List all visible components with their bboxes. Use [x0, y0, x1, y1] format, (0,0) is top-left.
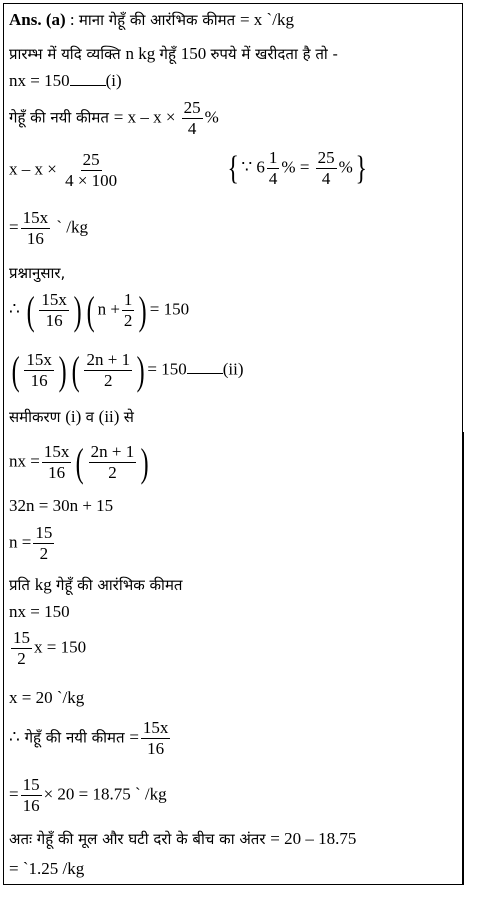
initial-price-heading: प्रति kg गेहूँ की आरंभिक कीमत	[9, 575, 183, 594]
x-value: x = 20 `/kg	[9, 688, 85, 707]
simplified-price: = $\frac{15x}{16}$ ` /kg	[9, 208, 88, 248]
new-price-expression: x – x × $\frac{25}{4 \times 100}$	[9, 150, 118, 190]
from-equations: समीकरण (i) व (ii) से	[9, 407, 134, 426]
according-to-question: प्रश्नानुसार,	[9, 264, 66, 282]
fraction: $\frac{25}{4 \times 100}$	[65, 150, 118, 190]
final-answer: = `1.25 /kg	[9, 859, 85, 878]
new-price-line: गेहूँ की नयी कीमत = x – x × $\frac{25}{4}$ %	[9, 98, 219, 138]
equation-repeat: nx = 150	[9, 602, 70, 621]
combined-equation: nx = $\frac{15x}{16}$ ( $\frac{2n + 1}{2}$ )	[9, 439, 149, 485]
equation-i: nx = 150 (i)	[9, 71, 122, 90]
answer-label: Ans. (a)	[9, 10, 66, 29]
percent-note: { ∵ 6 $\frac{1}{4}$ % = $\frac{25}{4}$ %}	[227, 148, 367, 188]
box-right-border-lower	[463, 432, 464, 885]
difference-statement: अतः गेहूँ की मूल और घटी दरो के बीच का अंतर = 20 – 18.75	[9, 829, 357, 848]
n-value: n = $\frac{15}{2}$	[9, 523, 53, 563]
equation-step: ∴ ( $\frac{15x}{16}$ ) ( n + $\frac{1}{2}$ ) = 150	[9, 287, 190, 333]
fraction: $\frac{25}{4}$	[183, 98, 201, 138]
linear-equation: 32n = 30n + 15	[9, 496, 114, 515]
purchase-statement: प्रारम्भ में यदि व्यक्ति n kg गेहूँ 150 रुपये में खरीदता है तो -	[9, 44, 338, 63]
answer-heading: Ans. (a) : माना गेहूँ की आरंभिक कीमत = x `/kg	[9, 10, 294, 29]
new-price-formula: ∴ गेहूँ की नयी कीमत = $\frac{15x}{16}$	[9, 718, 169, 758]
substitute-n: $\frac{15}{2}$ x = 150	[13, 628, 87, 668]
equation-ii: ( $\frac{15x}{16}$ ) ( $\frac{2n + 1}{2}$ ) = 150 (ii)	[11, 347, 244, 393]
new-price-value: = $\frac{15}{16}$ × 20 = 18.75 ` /kg	[9, 775, 167, 815]
